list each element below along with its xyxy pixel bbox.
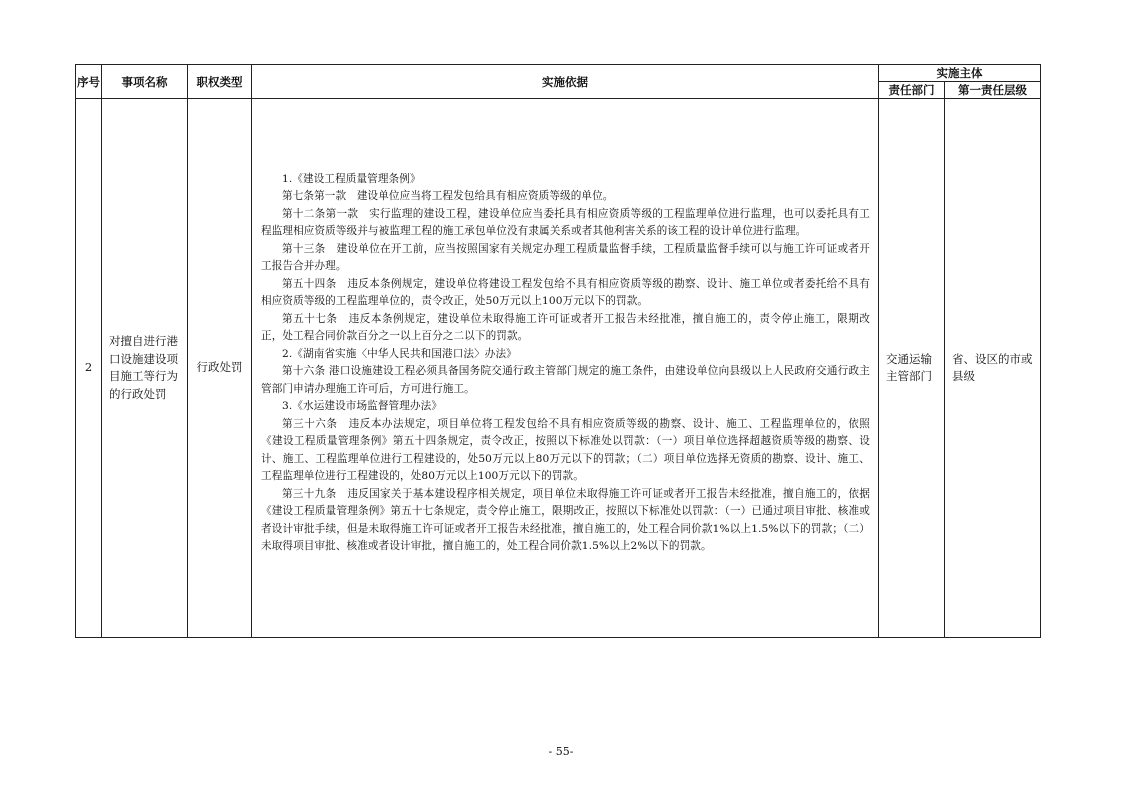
enforcement-table <box>75 64 1041 638</box>
row-power-type: 行政处罚 <box>188 99 252 638</box>
page-number: - 55- <box>548 745 574 758</box>
basis-paragraph: 第七条第一款 建设单位应当将工程发包给具有相应资质等级的单位。 <box>282 190 614 202</box>
row-level: 省、设区的市或县级 <box>945 99 1041 638</box>
header-subject: 实施主体 <box>879 65 1041 82</box>
basis-paragraph: 第十六条 港口设施建设工程必须具备国务院交通行政主管部门规定的施工条件，由建设单位向县级以上人民政府交通行政主管部门申请办理施工许可后，方可进行施工。 <box>261 365 870 395</box>
basis-paragraph: 3.《水运建设市场监督管理办法》 <box>282 400 443 412</box>
row-item-name: 对擅自进行港口设施建设项目施工等行为的行政处罚 <box>102 99 188 638</box>
header-basis: 实施依据 <box>252 65 879 99</box>
row-dept: 交通运输主管部门 <box>879 99 945 638</box>
row-seq: 2 <box>76 99 102 638</box>
header-power-type: 职权类型 <box>188 65 252 99</box>
basis-paragraph: 第三十九条 违反国家关于基本建设程序相关规定，项目单位未取得施工许可证或者开工报告未经批准，擅自施工的，依据《建设工程质量管理条例》第五十七条规定，责令停止施工，限期改正，按照以下标准处以罚款：（一）已通过项目审批、核准或者设计审批手续，但是未取得施工许可证或者开工报告未经批准，擅自施工的，处工程合同价款1%以上1.5%以下的罚款；（二）未取得项目审批、核准或者设计审批，擅自施工的，处工程合同价款1.5%以上2%以下的罚款。 <box>261 487 870 552</box>
basis-paragraph: 1.《建设工程质量管理条例》 <box>282 172 421 185</box>
basis-paragraph: 第十二条第一款 实行监理的建设工程，建设单位应当委托具有相应资质等级的工程监理单位进行监理，也可以委托具有工程监理相应资质等级并与被监理工程的施工承包单位没有隶属关系或者其他利害关系的该工程的设计单位进行监理。 <box>261 207 870 237</box>
row-basis <box>252 99 879 638</box>
basis-paragraph: 第五十七条 违反本条例规定，建设单位未取得施工许可证或者开工报告未经批准，擅自施工的，责令停止施工，限期改正，处工程合同价款百分之一以上百分之二以下的罚款。 <box>261 312 870 342</box>
header-item-name: 事项名称 <box>102 65 188 99</box>
basis-paragraph: 第十三条 建设单位在开工前，应当按照国家有关规定办理工程质量监督手续，工程质量监督手续可以与施工许可证或者开工报告合并办理。 <box>261 242 870 272</box>
header-dept: 责任部门 <box>879 82 945 99</box>
basis-paragraph: 2.《湖南省实施〈中华人民共和国港口法〉办法》 <box>282 347 517 360</box>
header-level: 第一责任层级 <box>945 82 1041 99</box>
basis-paragraph: 第五十四条 违反本条例规定，建设单位将建设工程发包给不具有相应资质等级的勘察、设计、施工单位或者委托给不具有相应资质等级的工程监理单位的，责令改正，处50万元以上100万元以下的罚款。 <box>261 277 870 307</box>
table-row <box>76 99 1041 638</box>
header-seq: 序号 <box>76 65 102 99</box>
basis-paragraph: 第三十六条 违反本办法规定，项目单位将工程发包给不具有相应资质等级的勘察、设计、施工、工程监理单位的，依照《建设工程质量管理条例》第五十四条规定，责令改正，按照以下标准处以罚款：（一）项目单位选择超越资质等级的勘察、设计、施工、工程监理单位进行工程建设的，处50万元以上80万元以下的罚款；（二）项目单位选择无资质的勘察、设计、施工、工程监理单位进行工程建设的，处80万元以上100万元以下的罚款。 <box>261 417 870 482</box>
